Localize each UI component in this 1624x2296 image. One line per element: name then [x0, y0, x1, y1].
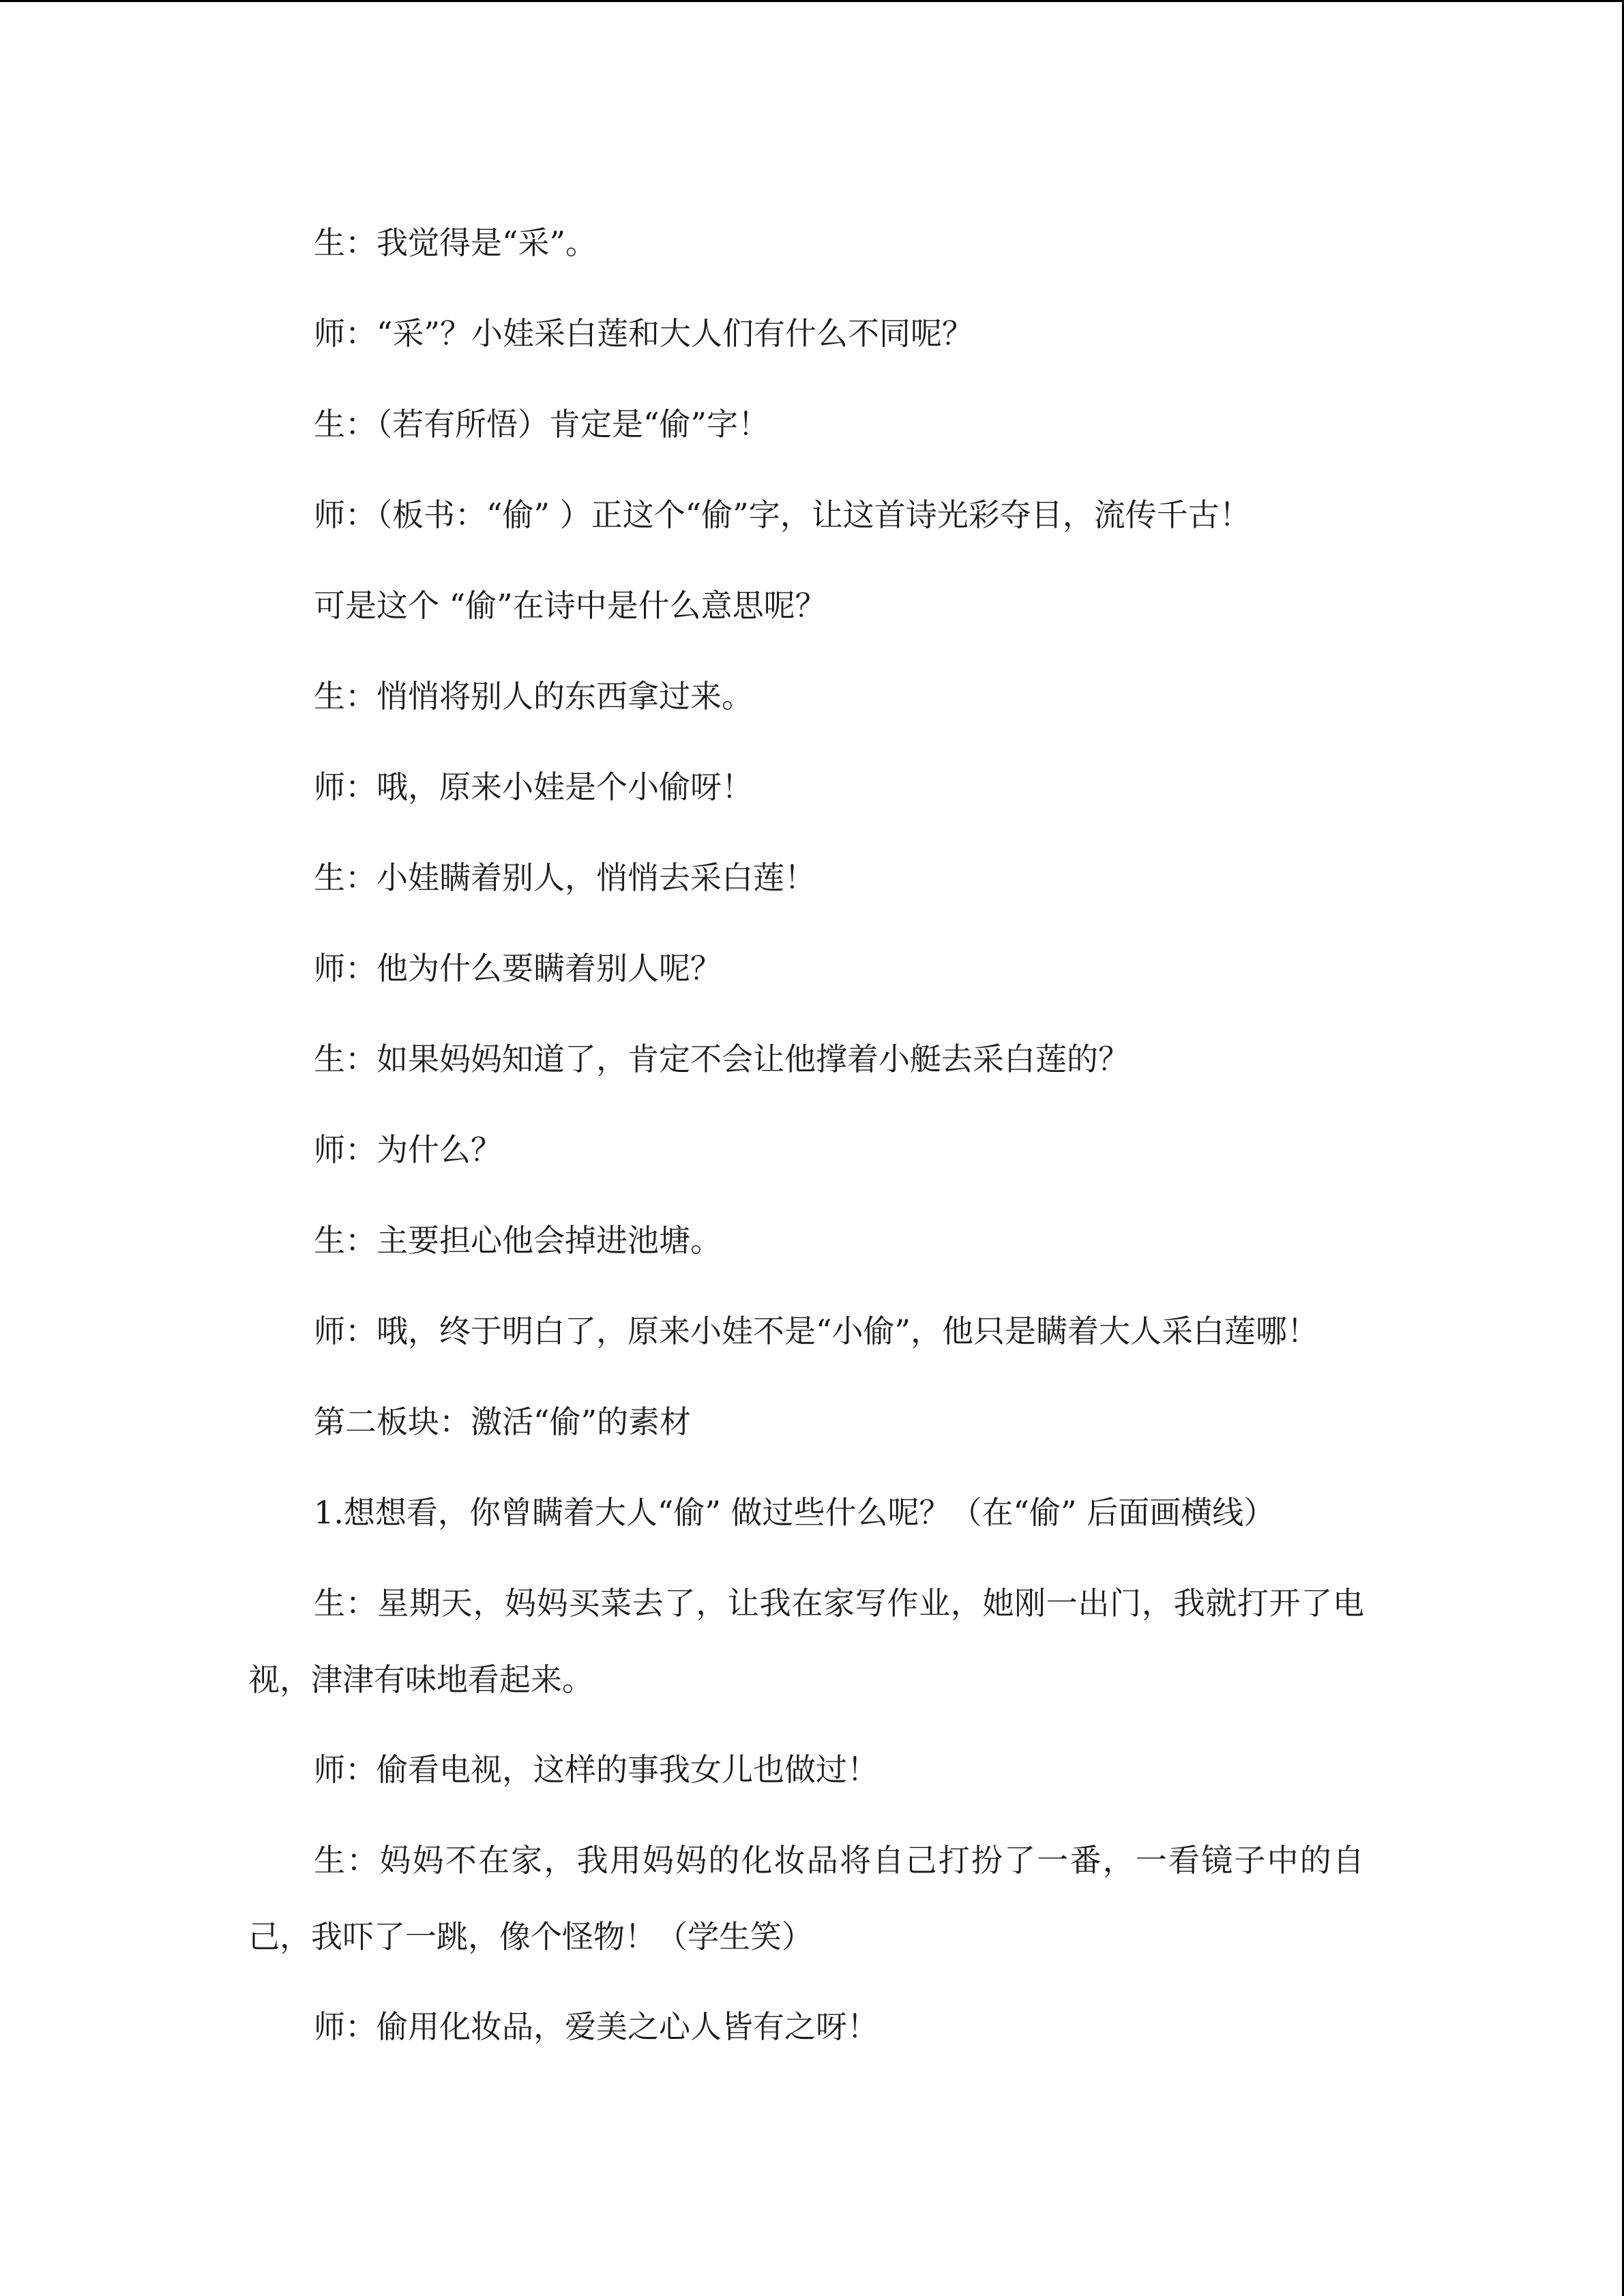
paragraph: 师：偷用化妆品，爱美之心人皆有之呀！ — [314, 2008, 879, 2045]
paragraph: 生：小娃瞒着别人，悄悄去采白莲！ — [314, 859, 816, 896]
paragraph: 生：主要担心他会掉进池塘。 — [314, 1222, 722, 1259]
page-border-top — [0, 0, 1624, 2]
paragraph: 师：偷看电视，这样的事我女儿也做过！ — [314, 1751, 879, 1788]
paragraph: 师：（板书：“偷” ）正这个“偷”字，让这首诗光彩夺目，流传千古！ — [314, 496, 1251, 533]
paragraph: 生：星期天，妈妈买菜去了，让我在家写作业，她刚一出门，我就打开了电视，津津有味地看起来。 — [248, 1585, 1364, 1698]
paragraph: 师：他为什么要瞒着别人呢？ — [314, 950, 722, 987]
paragraph: 师：哦，终于明白了，原来小娃不是“小偷”，他只是瞒着大人采白莲哪！ — [314, 1313, 1319, 1350]
paragraph: 师：为什么？ — [314, 1131, 502, 1168]
paragraph: 师：哦，原来小娃是个小偷呀！ — [314, 769, 753, 805]
document-body — [248, 198, 1364, 2072]
paragraph: 生：妈妈不在家，我用妈妈的化妆品将自己打扮了一番，一看镜子中的自己，我吓了一跳，像个怪物！（学生笑） — [248, 1842, 1364, 1955]
paragraph: 生：悄悄将别人的东西拿过来。 — [314, 678, 753, 715]
paragraph: 可是这个 “偷”在诗中是什么意思呢？ — [314, 587, 827, 624]
section-heading: 第二板块：激活“偷”的素材 — [314, 1403, 692, 1440]
paragraph: 生：如果妈妈知道了，肯定不会让他撑着小艇去采白莲的？ — [314, 1041, 1130, 1077]
paragraph: 1.想想看，你曾瞒着大人“偷” 做过些什么呢？（在“偷” 后面画横线） — [314, 1494, 1275, 1531]
paragraph: 生：我觉得是“采”。 — [314, 224, 597, 261]
paragraph: 师：“采”？小娃采白莲和大人们有什么不同呢？ — [314, 315, 974, 352]
paragraph: 生：（若有所悟）肯定是“偷”字！ — [314, 406, 770, 443]
